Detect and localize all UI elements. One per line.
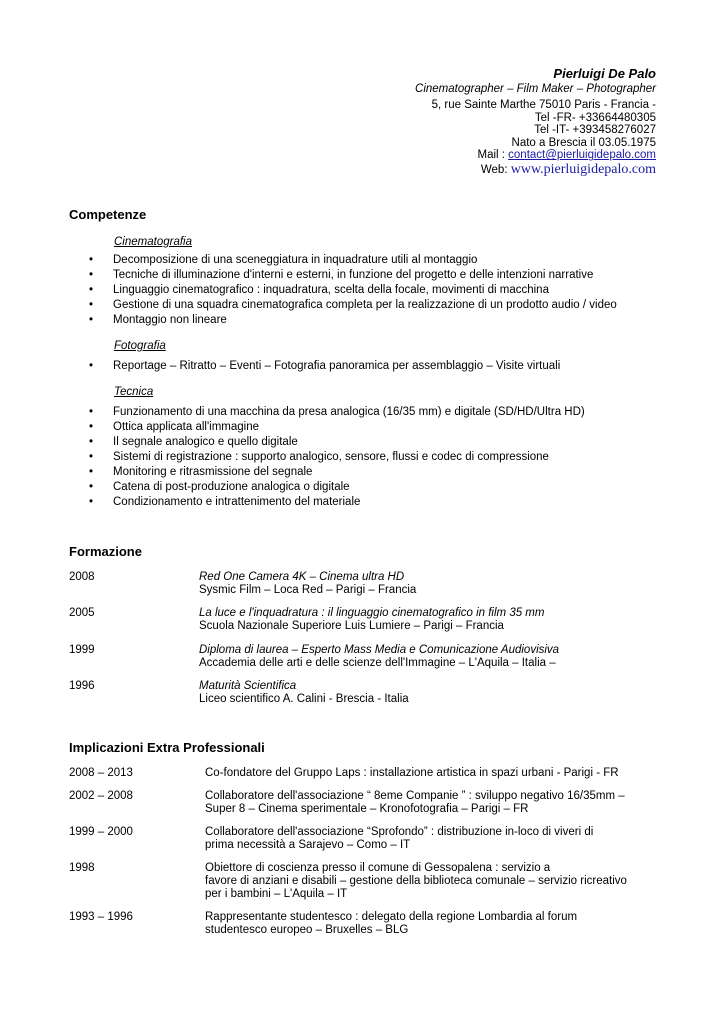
subsection-cinematografia: Cinematografia bbox=[114, 236, 192, 248]
entry-place: Sysmic Film – Loca Red – Parigi – Francia bbox=[199, 583, 417, 596]
web-link[interactable]: www.pierluigidepalo.com bbox=[510, 161, 656, 177]
list-item: • Ottica applicata all'immagine bbox=[89, 420, 585, 435]
entry-place: Accademia delle arti e delle scienze dell'Immagine – L'Aquila – Italia – bbox=[199, 656, 556, 669]
list-item: • Linguaggio cinematografico : inquadratura, scelta della focale, movimenti di macchina bbox=[89, 283, 617, 298]
list-item: • Monitoring e ritrasmissione del segnale bbox=[89, 465, 585, 480]
entry-place: Liceo scientifico A. Calini - Brescia - Italia bbox=[199, 692, 409, 705]
section-title-competenze: Competenze bbox=[69, 207, 147, 222]
year-range: 1998 bbox=[69, 862, 95, 874]
mail-label: Mail : bbox=[477, 149, 509, 162]
entry-desc bbox=[205, 862, 627, 900]
list-item: • Sistemi di registrazione : supporto analogico, sensore, flussi e codec di compressione bbox=[89, 450, 585, 465]
year-range: 2002 – 2008 bbox=[69, 790, 133, 802]
entry-title: Maturità Scientifica bbox=[199, 680, 297, 692]
year: 2005 bbox=[69, 607, 95, 619]
entry-desc bbox=[199, 644, 559, 670]
list-item: • Catena di post-produzione analogica o digitale bbox=[89, 480, 585, 495]
year-range: 2008 – 2013 bbox=[69, 767, 133, 779]
year: 2008 bbox=[69, 571, 95, 583]
entry-desc bbox=[199, 607, 544, 633]
entry-desc bbox=[205, 790, 625, 816]
contact-block bbox=[415, 99, 656, 162]
person-role: Cinematographer – Film Maker – Photographer bbox=[415, 83, 656, 95]
entry-line: Rappresentante studentesco : delegato della regione Lombardia al forum bbox=[205, 911, 578, 923]
web-line bbox=[415, 162, 656, 178]
mail-link[interactable]: contact@pierluigidepalo.com bbox=[508, 149, 656, 162]
entry-title: La luce e l'inquadratura : il linguaggio cinematografico in film 35 mm bbox=[199, 607, 545, 619]
year: 1996 bbox=[69, 680, 95, 692]
entry-desc bbox=[199, 571, 416, 597]
list-item: • Condizionamento e intrattenimento del materiale bbox=[89, 495, 585, 510]
year-range: 1999 – 2000 bbox=[69, 826, 133, 838]
year: 1999 bbox=[69, 644, 95, 656]
list-item: • Funzionamento di una macchina da presa analogica (16/35 mm) e digitale (SD/HD/Ultra HD) bbox=[89, 405, 585, 420]
list-item: • Il segnale analogico e quello digitale bbox=[89, 435, 585, 450]
mail-line bbox=[415, 149, 656, 162]
entry-line: Collaboratore dell'associazione “ 8eme Companie ” : sviluppo negativo 16/35mm – bbox=[205, 790, 625, 802]
person-name: Pierluigi De Palo bbox=[553, 66, 656, 81]
address: 5, rue Sainte Marthe 75010 Paris - Francia - bbox=[431, 99, 656, 111]
section-title-extra: Implicazioni Extra Professionali bbox=[69, 740, 265, 755]
list-item: • Reportage – Ritratto – Eventi – Fotografia panoramica per assemblaggio – Visite virtuali bbox=[89, 359, 560, 374]
subsection-tecnica: Tecnica bbox=[114, 386, 154, 398]
web-label: Web: bbox=[480, 163, 511, 176]
entry-line: studentesco europeo – Bruxelles – BLG bbox=[205, 923, 409, 936]
entry-line: Super 8 – Cinema sperimentale – Kronofotografia – Parigi – FR bbox=[205, 802, 529, 815]
entry-desc bbox=[199, 680, 409, 706]
birth-info: Nato a Brescia il 03.05.1975 bbox=[511, 136, 656, 149]
contact-header bbox=[415, 66, 656, 178]
entry-place: Scuola Nazionale Superiore Luis Lumiere – Parigi – Francia bbox=[199, 619, 504, 632]
entry-line: Obiettore di coscienza presso il comune di Gessopalena : servizio a bbox=[205, 862, 551, 874]
list-item: • Decomposizione di una sceneggiatura in inquadrature utili al montaggio bbox=[89, 253, 617, 268]
entry-line: Collaboratore dell'associazione “Sprofondo” : distribuzione in-loco di viveri di bbox=[205, 826, 594, 838]
entry-desc bbox=[205, 911, 577, 937]
list-fotografia bbox=[89, 359, 560, 374]
list-item: • Montaggio non lineare bbox=[89, 313, 617, 328]
phone-it: Tel -IT- +393458276027 bbox=[534, 124, 656, 137]
subsection-fotografia: Fotografia bbox=[114, 340, 166, 352]
phone-fr: Tel -FR- +33664480305 bbox=[534, 111, 656, 124]
entry-line: per i bambini – L'Aquila – IT bbox=[205, 887, 348, 900]
entry-desc bbox=[205, 826, 593, 852]
list-item: • Tecniche di illuminazione d'interni e esterni, in funzione del progetto e delle intenzioni narrative bbox=[89, 268, 617, 283]
list-cinematografia bbox=[89, 253, 617, 328]
list-item: • Gestione di una squadra cinematografica completa per la realizzazione di un prodotto audio / video bbox=[89, 298, 617, 313]
year-range: 1993 – 1996 bbox=[69, 911, 133, 923]
entry-title: Red One Camera 4K – Cinema ultra HD bbox=[199, 571, 405, 583]
entry-line: favore di anziani e disabili – gestione della biblioteca comunale – servizio ricreativo bbox=[205, 874, 627, 887]
section-title-formazione: Formazione bbox=[69, 544, 142, 559]
entry-desc bbox=[205, 767, 619, 780]
entry-line: prima necessità a Sarajevo – Como – IT bbox=[205, 838, 411, 851]
entry-line: Co-fondatore del Gruppo Laps : installazione artistica in spazi urbani - Parigi - FR bbox=[205, 767, 619, 779]
entry-title: Diploma di laurea – Esperto Mass Media e Comunicazione Audiovisiva bbox=[199, 644, 560, 656]
list-tecnica bbox=[89, 405, 585, 510]
